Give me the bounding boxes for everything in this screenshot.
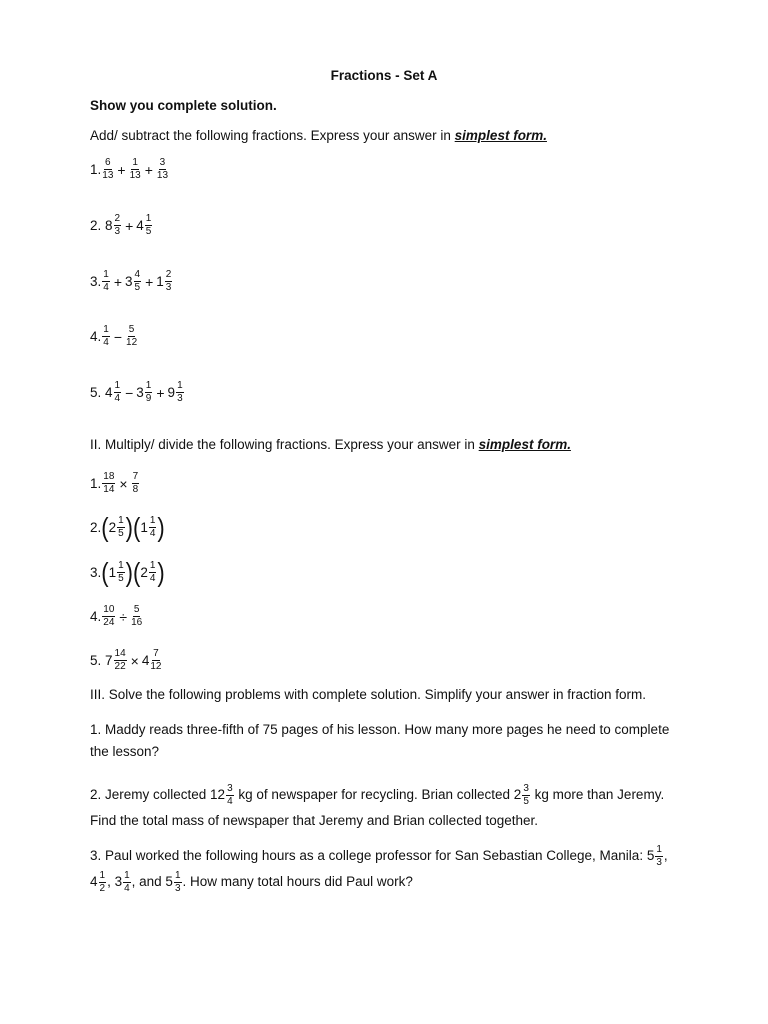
problem-number: 5. — [90, 385, 102, 400]
part2-intro — [90, 437, 571, 452]
fraction: $\frac{7}{8}$ — [132, 471, 139, 495]
fraction: $\frac{7}{12}$ — [150, 648, 162, 672]
problem-number: 4. — [90, 329, 102, 344]
problem-number: 1. — [90, 162, 102, 177]
p2-problem-5: 5. 7 $\frac{14}{22}$ × 4 $\frac{7}{12}$ — [90, 648, 162, 672]
part2-intro-text: II. Multiply/ divide the following fractions. Express your answer in — [90, 437, 479, 452]
p3-problem-2-text-b: kg of newspaper for recycling. Brian collected 2 — [238, 787, 522, 802]
fraction: $\frac{1}{9}$ — [145, 380, 152, 404]
problem-number: 2. — [90, 218, 102, 233]
p3-problem-3-text-e: . How many total hours did Paul work? — [182, 874, 413, 889]
part1-emphasis: simplest form. — [454, 128, 547, 143]
part1-intro — [90, 128, 547, 143]
problem-number: 2. — [90, 520, 102, 535]
fraction: $\frac{1}{5}$ — [118, 560, 124, 584]
problem-number: 3. — [90, 274, 102, 289]
p2-problem-1: 1. $\frac{18}{14}$ × $\frac{7}{8}$ — [90, 471, 139, 495]
fraction: $\frac{14}{22}$ — [114, 648, 126, 672]
part3-intro: III. Solve the following problems with complete solution. Simplify your answer in fraction form. — [90, 687, 646, 702]
fraction: $\frac{1}{4}$ — [149, 560, 156, 584]
fraction: $\frac{1}{2}$ — [99, 869, 106, 894]
fraction: $\frac{1}{3}$ — [656, 843, 662, 868]
fraction: $\frac{1}{13}$ — [129, 157, 141, 181]
p1-problem-1: 1. $\frac{6}{13}$ + $\frac{1}{13}$ + $\frac{3}{13}$ — [90, 157, 169, 181]
p3-problem-2-text-c: kg more than Jeremy. — [534, 787, 665, 802]
p3-problem-2-text-a: 2. Jeremy collected 12 — [90, 787, 226, 802]
fraction: $\frac{10}{24}$ — [103, 604, 115, 628]
fraction: $\frac{1}{4}$ — [103, 269, 109, 293]
fraction: $\frac{1}{5}$ — [145, 213, 152, 237]
problem-number: 4. — [90, 609, 102, 624]
fraction: $\frac{3}{5}$ — [523, 782, 529, 807]
problem-number: 3. — [90, 565, 102, 580]
p2-problem-2: 2. ( 2 $\frac{1}{5}$ ) ( 1 $\frac{1}{4}$ ) — [90, 511, 165, 542]
p3-problem-1: 1. Maddy reads three-fifth of 75 pages of his lesson. How many more pages he need to complete the lesson? — [90, 722, 670, 759]
p2-problem-3: 3. ( 1 $\frac{1}{5}$ ) ( 2 $\frac{1}{4}$ ) — [90, 556, 165, 587]
fraction: $\frac{5}{12}$ — [126, 324, 138, 348]
fraction: $\frac{6}{13}$ — [102, 157, 114, 181]
p3-problem-3-text-c: , 3 — [107, 874, 123, 889]
fraction: $\frac{1}{3}$ — [174, 869, 181, 894]
fraction: $\frac{1}{3}$ — [177, 380, 183, 404]
page-title: Fractions - Set A — [330, 68, 438, 83]
p1-problem-3: 3. $\frac{1}{4}$ + 3 $\frac{4}{5}$ + 1 $\frac{2}{3}$ — [90, 269, 172, 293]
p3-problem-3: 3. Paul worked the following hours as a college professor for San Sebastian College, Manila: 5 $\frac{1}{3}$ , 4 $\frac{1}{2}$ , 3 $\frac{1}{4}$ , and 5 $\frac{1}{3}$ . How many total hours did Paul work? — [90, 843, 668, 894]
fraction: $\frac{1}{5}$ — [118, 515, 124, 539]
fraction: $\frac{1}{4}$ — [124, 869, 130, 894]
fraction: $\frac{18}{14}$ — [103, 471, 115, 495]
p3-problem-2-text-d: Find the total mass of newspaper that Jeremy and Brian collected together. — [90, 813, 538, 828]
fraction: $\frac{3}{13}$ — [156, 157, 169, 181]
fraction: $\frac{1}{4}$ — [149, 515, 156, 539]
p3-problem-3-text-d: , and 5 — [131, 874, 173, 889]
fraction: $\frac{4}{5}$ — [134, 269, 141, 293]
instruction: Show you complete solution. — [90, 98, 277, 113]
p3-problem-3-text-a: 3. Paul worked the following hours as a college professor for San Sebastian College, Manila: 5 — [90, 848, 655, 863]
fraction: $\frac{2}{3}$ — [165, 269, 172, 293]
part1-intro-text: Add/ subtract the following fractions. Express your answer in — [90, 128, 455, 143]
fraction: $\frac{1}{4}$ — [114, 380, 121, 404]
fraction: $\frac{3}{4}$ — [227, 782, 233, 807]
p1-problem-2: 2. 8 $\frac{2}{3}$ + 4 $\frac{1}{5}$ — [90, 213, 152, 237]
fraction: $\frac{5}{16}$ — [131, 604, 143, 628]
p1-problem-5: 5. 4 $\frac{1}{4}$ − 3 $\frac{1}{9}$ + 9 $\frac{1}{3}$ — [90, 380, 183, 404]
p3-problem-2 — [90, 782, 690, 834]
fraction: $\frac{1}{4}$ — [103, 324, 109, 348]
p3-problem-3-text-b: 4 — [90, 874, 98, 889]
p1-problem-4: 4. $\frac{1}{4}$ − $\frac{5}{12}$ — [90, 324, 138, 348]
part2-emphasis: simplest form. — [478, 437, 571, 452]
problem-number: 1. — [90, 476, 102, 491]
fraction: $\frac{2}{3}$ — [114, 213, 121, 237]
p2-problem-4: 4. $\frac{10}{24}$ ÷ $\frac{5}{16}$ — [90, 604, 143, 628]
problem-number: 5. — [90, 653, 102, 668]
